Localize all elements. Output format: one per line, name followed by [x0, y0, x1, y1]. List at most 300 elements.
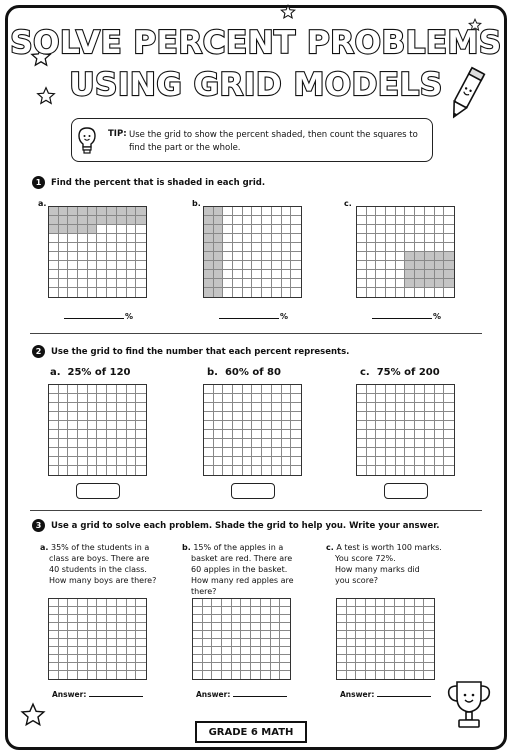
- grid-cell[interactable]: [261, 639, 271, 647]
- grid-cell[interactable]: [49, 430, 59, 439]
- grid-cell[interactable]: [280, 599, 290, 607]
- grid-cell[interactable]: [78, 663, 88, 671]
- grid-cell[interactable]: [193, 639, 203, 647]
- grid-cell[interactable]: [435, 448, 445, 457]
- grid-cell[interactable]: [59, 607, 69, 615]
- grid-cell[interactable]: [396, 439, 406, 448]
- grid-cell[interactable]: [107, 599, 117, 607]
- grid-cell[interactable]: [347, 623, 357, 631]
- grid-cell[interactable]: [252, 385, 262, 394]
- grid-cell[interactable]: [241, 639, 251, 647]
- grid-cell[interactable]: [127, 430, 137, 439]
- grid-cell[interactable]: [366, 655, 376, 663]
- grid-cell[interactable]: [367, 412, 377, 421]
- grid-cell[interactable]: [222, 599, 232, 607]
- grid-cell[interactable]: [212, 671, 222, 679]
- grid-cell[interactable]: [117, 607, 127, 615]
- grid-cell[interactable]: [367, 385, 377, 394]
- grid-cell[interactable]: [271, 623, 281, 631]
- grid-cell[interactable]: [424, 671, 434, 679]
- grid-cell[interactable]: [415, 671, 425, 679]
- grid-cell[interactable]: [97, 457, 107, 466]
- grid-cell[interactable]: [68, 412, 78, 421]
- grid-cell[interactable]: [78, 655, 88, 663]
- grid-cell[interactable]: [243, 385, 253, 394]
- grid-cell[interactable]: [271, 607, 281, 615]
- grid-cell[interactable]: [347, 671, 357, 679]
- work-grid-c[interactable]: [356, 384, 455, 476]
- grid-cell[interactable]: [97, 663, 107, 671]
- grid-cell[interactable]: [367, 439, 377, 448]
- grid-cell[interactable]: [356, 623, 366, 631]
- grid-cell[interactable]: [88, 439, 98, 448]
- grid-cell[interactable]: [212, 623, 222, 631]
- grid-cell[interactable]: [396, 394, 406, 403]
- grid-cell[interactable]: [272, 385, 282, 394]
- grid-cell[interactable]: [193, 671, 203, 679]
- grid-cell[interactable]: [241, 615, 251, 623]
- grid-cell[interactable]: [233, 385, 243, 394]
- grid-cell[interactable]: [88, 639, 98, 647]
- grid-cell[interactable]: [88, 623, 98, 631]
- grid-cell[interactable]: [280, 615, 290, 623]
- grid-cell[interactable]: [395, 655, 405, 663]
- grid-cell[interactable]: [347, 647, 357, 655]
- grid-cell[interactable]: [68, 639, 78, 647]
- grid-cell[interactable]: [68, 439, 78, 448]
- grid-cell[interactable]: [97, 599, 107, 607]
- grid-cell[interactable]: [214, 457, 224, 466]
- grid-cell[interactable]: [107, 421, 117, 430]
- grid-cell[interactable]: [78, 403, 88, 412]
- grid-cell[interactable]: [272, 457, 282, 466]
- grid-cell[interactable]: [425, 439, 435, 448]
- grid-cell[interactable]: [68, 466, 78, 475]
- grid-cell[interactable]: [59, 457, 69, 466]
- grid-cell[interactable]: [136, 385, 146, 394]
- grid-cell[interactable]: [376, 631, 386, 639]
- grid-cell[interactable]: [78, 430, 88, 439]
- grid-cell[interactable]: [223, 412, 233, 421]
- grid-cell[interactable]: [357, 394, 367, 403]
- grid-cell[interactable]: [136, 663, 146, 671]
- grid-cell[interactable]: [282, 385, 292, 394]
- work-grid-a[interactable]: [48, 384, 147, 476]
- grid-cell[interactable]: [366, 623, 376, 631]
- grid-cell[interactable]: [49, 607, 59, 615]
- grid-cell[interactable]: [49, 421, 59, 430]
- grid-cell[interactable]: [366, 647, 376, 655]
- grid-cell[interactable]: [262, 448, 272, 457]
- grid-cell[interactable]: [212, 631, 222, 639]
- grid-cell[interactable]: [243, 457, 253, 466]
- grid-cell[interactable]: [68, 403, 78, 412]
- grid-cell[interactable]: [356, 639, 366, 647]
- grid-cell[interactable]: [97, 430, 107, 439]
- grid-cell[interactable]: [435, 385, 445, 394]
- grid-cell[interactable]: [49, 466, 59, 475]
- grid-cell[interactable]: [222, 607, 232, 615]
- grid-cell[interactable]: [223, 403, 233, 412]
- grid-cell[interactable]: [204, 430, 214, 439]
- grid-cell[interactable]: [347, 607, 357, 615]
- grid-cell[interactable]: [385, 655, 395, 663]
- grid-cell[interactable]: [117, 430, 127, 439]
- grid-cell[interactable]: [435, 439, 445, 448]
- grid-cell[interactable]: [261, 663, 271, 671]
- grid-cell[interactable]: [136, 448, 146, 457]
- grid-cell[interactable]: [68, 599, 78, 607]
- grid-cell[interactable]: [107, 466, 117, 475]
- grid-cell[interactable]: [261, 647, 271, 655]
- grid-cell[interactable]: [49, 623, 59, 631]
- grid-cell[interactable]: [49, 647, 59, 655]
- grid-cell[interactable]: [243, 448, 253, 457]
- grid-cell[interactable]: [271, 615, 281, 623]
- grid-cell[interactable]: [262, 412, 272, 421]
- grid-cell[interactable]: [59, 663, 69, 671]
- grid-cell[interactable]: [366, 631, 376, 639]
- answer-box-b[interactable]: [231, 483, 275, 499]
- grid-cell[interactable]: [282, 439, 292, 448]
- grid-cell[interactable]: [415, 439, 425, 448]
- grid-cell[interactable]: [59, 439, 69, 448]
- grid-cell[interactable]: [59, 655, 69, 663]
- grid-cell[interactable]: [424, 655, 434, 663]
- grid-cell[interactable]: [395, 671, 405, 679]
- grid-cell[interactable]: [386, 457, 396, 466]
- grid-cell[interactable]: [386, 394, 396, 403]
- grid-cell[interactable]: [396, 412, 406, 421]
- grid-cell[interactable]: [251, 655, 261, 663]
- grid-cell[interactable]: [435, 421, 445, 430]
- grid-cell[interactable]: [107, 607, 117, 615]
- grid-cell[interactable]: [203, 671, 213, 679]
- grid-cell[interactable]: [204, 394, 214, 403]
- grid-cell[interactable]: [88, 647, 98, 655]
- grid-cell[interactable]: [214, 466, 224, 475]
- grid-cell[interactable]: [261, 655, 271, 663]
- grid-cell[interactable]: [127, 385, 137, 394]
- grid-cell[interactable]: [233, 448, 243, 457]
- grid-cell[interactable]: [347, 615, 357, 623]
- grid-cell[interactable]: [425, 430, 435, 439]
- grid-cell[interactable]: [376, 412, 386, 421]
- grid-cell[interactable]: [405, 430, 415, 439]
- grid-cell[interactable]: [280, 639, 290, 647]
- grid-cell[interactable]: [136, 607, 146, 615]
- grid-cell[interactable]: [376, 671, 386, 679]
- grid-cell[interactable]: [405, 466, 415, 475]
- grid-cell[interactable]: [127, 663, 137, 671]
- grid-cell[interactable]: [376, 607, 386, 615]
- grid-cell[interactable]: [193, 631, 203, 639]
- grid-cell[interactable]: [415, 448, 425, 457]
- grid-cell[interactable]: [366, 615, 376, 623]
- grid-cell[interactable]: [425, 448, 435, 457]
- grid-cell[interactable]: [425, 466, 435, 475]
- grid-cell[interactable]: [127, 412, 137, 421]
- grid-cell[interactable]: [212, 607, 222, 615]
- grid-cell[interactable]: [252, 430, 262, 439]
- grid-cell[interactable]: [415, 457, 425, 466]
- grid-cell[interactable]: [415, 421, 425, 430]
- grid-cell[interactable]: [59, 671, 69, 679]
- grid-cell[interactable]: [415, 639, 425, 647]
- answer-line-c[interactable]: %: [372, 312, 441, 321]
- grid-cell[interactable]: [117, 403, 127, 412]
- grid-cell[interactable]: [376, 403, 386, 412]
- grid-cell[interactable]: [386, 403, 396, 412]
- grid-cell[interactable]: [356, 671, 366, 679]
- grid-cell[interactable]: [291, 421, 301, 430]
- grid-cell[interactable]: [233, 394, 243, 403]
- grid-cell[interactable]: [271, 631, 281, 639]
- grid-cell[interactable]: [405, 639, 415, 647]
- grid-cell[interactable]: [78, 647, 88, 655]
- grid-cell[interactable]: [282, 394, 292, 403]
- grid-cell[interactable]: [347, 631, 357, 639]
- grid-cell[interactable]: [49, 394, 59, 403]
- grid-cell[interactable]: [357, 457, 367, 466]
- grid-cell[interactable]: [415, 631, 425, 639]
- grid-cell[interactable]: [385, 607, 395, 615]
- grid-cell[interactable]: [107, 457, 117, 466]
- grid-cell[interactable]: [376, 421, 386, 430]
- grid-cell[interactable]: [127, 421, 137, 430]
- grid-cell[interactable]: [425, 412, 435, 421]
- grid-cell[interactable]: [425, 394, 435, 403]
- grid-cell[interactable]: [444, 466, 454, 475]
- grid-cell[interactable]: [88, 448, 98, 457]
- grid-cell[interactable]: [356, 615, 366, 623]
- grid-cell[interactable]: [222, 663, 232, 671]
- grid-cell[interactable]: [337, 639, 347, 647]
- grid-cell[interactable]: [107, 639, 117, 647]
- grid-cell[interactable]: [241, 663, 251, 671]
- grid-cell[interactable]: [444, 448, 454, 457]
- grid-cell[interactable]: [262, 385, 272, 394]
- grid-cell[interactable]: [395, 631, 405, 639]
- grid-cell[interactable]: [117, 421, 127, 430]
- grid-cell[interactable]: [271, 599, 281, 607]
- grid-cell[interactable]: [68, 655, 78, 663]
- grid-cell[interactable]: [136, 439, 146, 448]
- grid-cell[interactable]: [68, 421, 78, 430]
- grid-cell[interactable]: [444, 421, 454, 430]
- grid-cell[interactable]: [405, 385, 415, 394]
- grid-cell[interactable]: [49, 671, 59, 679]
- grid-cell[interactable]: [356, 663, 366, 671]
- grid-cell[interactable]: [78, 615, 88, 623]
- grid-cell[interactable]: [59, 448, 69, 457]
- answer-line-b[interactable]: %: [219, 312, 288, 321]
- grid-cell[interactable]: [367, 394, 377, 403]
- grid-cell[interactable]: [127, 671, 137, 679]
- grid-cell[interactable]: [193, 599, 203, 607]
- grid-cell[interactable]: [136, 639, 146, 647]
- grid-cell[interactable]: [415, 655, 425, 663]
- grid-cell[interactable]: [251, 599, 261, 607]
- grid-cell[interactable]: [117, 639, 127, 647]
- grid-cell[interactable]: [59, 412, 69, 421]
- grid-cell[interactable]: [444, 385, 454, 394]
- grid-cell[interactable]: [282, 457, 292, 466]
- grid-cell[interactable]: [78, 457, 88, 466]
- grid-cell[interactable]: [356, 631, 366, 639]
- grid-cell[interactable]: [272, 394, 282, 403]
- grid-cell[interactable]: [223, 394, 233, 403]
- grid-cell[interactable]: [127, 457, 137, 466]
- grid-cell[interactable]: [78, 385, 88, 394]
- grid-cell[interactable]: [233, 439, 243, 448]
- grid-cell[interactable]: [271, 655, 281, 663]
- grid-cell[interactable]: [136, 623, 146, 631]
- grid-cell[interactable]: [203, 623, 213, 631]
- grid-cell[interactable]: [415, 623, 425, 631]
- grid-cell[interactable]: [97, 623, 107, 631]
- grid-cell[interactable]: [444, 439, 454, 448]
- grid-cell[interactable]: [107, 403, 117, 412]
- grid-cell[interactable]: [117, 655, 127, 663]
- grid-cell[interactable]: [366, 663, 376, 671]
- grid-cell[interactable]: [347, 639, 357, 647]
- grid-cell[interactable]: [357, 412, 367, 421]
- grid-cell[interactable]: [107, 623, 117, 631]
- grid-cell[interactable]: [117, 599, 127, 607]
- grid-cell[interactable]: [243, 412, 253, 421]
- grid-cell[interactable]: [385, 671, 395, 679]
- grid-cell[interactable]: [262, 457, 272, 466]
- grid-cell[interactable]: [396, 385, 406, 394]
- grid-cell[interactable]: [136, 647, 146, 655]
- grid-cell[interactable]: [291, 466, 301, 475]
- grid-cell[interactable]: [97, 394, 107, 403]
- grid-cell[interactable]: [425, 421, 435, 430]
- work-grid-3a[interactable]: [48, 598, 147, 680]
- grid-cell[interactable]: [232, 663, 242, 671]
- grid-cell[interactable]: [252, 466, 262, 475]
- grid-cell[interactable]: [396, 421, 406, 430]
- grid-cell[interactable]: [222, 671, 232, 679]
- grid-cell[interactable]: [232, 615, 242, 623]
- grid-cell[interactable]: [367, 430, 377, 439]
- grid-cell[interactable]: [127, 655, 137, 663]
- grid-cell[interactable]: [233, 412, 243, 421]
- grid-cell[interactable]: [59, 631, 69, 639]
- grid-cell[interactable]: [291, 385, 301, 394]
- grid-cell[interactable]: [376, 615, 386, 623]
- grid-cell[interactable]: [136, 421, 146, 430]
- grid-cell[interactable]: [233, 457, 243, 466]
- grid-cell[interactable]: [117, 671, 127, 679]
- grid-cell[interactable]: [204, 439, 214, 448]
- grid-cell[interactable]: [385, 663, 395, 671]
- grid-cell[interactable]: [49, 385, 59, 394]
- grid-cell[interactable]: [396, 448, 406, 457]
- grid-cell[interactable]: [193, 663, 203, 671]
- grid-cell[interactable]: [136, 403, 146, 412]
- grid-cell[interactable]: [367, 421, 377, 430]
- grid-cell[interactable]: [193, 607, 203, 615]
- grid-cell[interactable]: [357, 448, 367, 457]
- answer-line-3b[interactable]: Answer:: [196, 690, 287, 699]
- grid-cell[interactable]: [376, 599, 386, 607]
- grid-cell[interactable]: [136, 631, 146, 639]
- grid-cell[interactable]: [366, 671, 376, 679]
- grid-cell[interactable]: [88, 655, 98, 663]
- grid-cell[interactable]: [127, 623, 137, 631]
- grid-cell[interactable]: [88, 466, 98, 475]
- grid-cell[interactable]: [424, 623, 434, 631]
- grid-cell[interactable]: [444, 394, 454, 403]
- grid-cell[interactable]: [251, 631, 261, 639]
- grid-cell[interactable]: [136, 412, 146, 421]
- grid-cell[interactable]: [337, 655, 347, 663]
- grid-cell[interactable]: [367, 466, 377, 475]
- grid-cell[interactable]: [337, 631, 347, 639]
- grid-cell[interactable]: [107, 412, 117, 421]
- grid-cell[interactable]: [424, 599, 434, 607]
- grid-cell[interactable]: [49, 639, 59, 647]
- grid-cell[interactable]: [272, 403, 282, 412]
- grid-cell[interactable]: [291, 394, 301, 403]
- grid-cell[interactable]: [68, 607, 78, 615]
- grid-cell[interactable]: [214, 385, 224, 394]
- grid-cell[interactable]: [415, 385, 425, 394]
- grid-cell[interactable]: [366, 599, 376, 607]
- grid-cell[interactable]: [395, 647, 405, 655]
- grid-cell[interactable]: [127, 647, 137, 655]
- grid-cell[interactable]: [405, 421, 415, 430]
- grid-cell[interactable]: [291, 412, 301, 421]
- grid-cell[interactable]: [272, 439, 282, 448]
- grid-cell[interactable]: [78, 671, 88, 679]
- grid-cell[interactable]: [127, 615, 137, 623]
- grid-cell[interactable]: [376, 655, 386, 663]
- grid-cell[interactable]: [241, 671, 251, 679]
- grid-cell[interactable]: [386, 385, 396, 394]
- grid-cell[interactable]: [376, 466, 386, 475]
- grid-cell[interactable]: [223, 385, 233, 394]
- grid-cell[interactable]: [376, 457, 386, 466]
- grid-cell[interactable]: [252, 394, 262, 403]
- grid-cell[interactable]: [252, 448, 262, 457]
- grid-cell[interactable]: [204, 457, 214, 466]
- grid-cell[interactable]: [356, 599, 366, 607]
- grid-cell[interactable]: [127, 448, 137, 457]
- grid-cell[interactable]: [347, 655, 357, 663]
- grid-cell[interactable]: [271, 663, 281, 671]
- grid-cell[interactable]: [107, 615, 117, 623]
- grid-cell[interactable]: [107, 647, 117, 655]
- grid-cell[interactable]: [435, 412, 445, 421]
- grid-cell[interactable]: [117, 466, 127, 475]
- grid-cell[interactable]: [262, 394, 272, 403]
- grid-cell[interactable]: [405, 647, 415, 655]
- grid-cell[interactable]: [88, 631, 98, 639]
- grid-cell[interactable]: [282, 430, 292, 439]
- grid-cell[interactable]: [435, 457, 445, 466]
- grid-cell[interactable]: [261, 623, 271, 631]
- grid-cell[interactable]: [97, 412, 107, 421]
- grid-cell[interactable]: [232, 631, 242, 639]
- grid-cell[interactable]: [282, 466, 292, 475]
- grid-cell[interactable]: [127, 607, 137, 615]
- grid-cell[interactable]: [282, 412, 292, 421]
- grid-cell[interactable]: [68, 385, 78, 394]
- grid-cell[interactable]: [136, 430, 146, 439]
